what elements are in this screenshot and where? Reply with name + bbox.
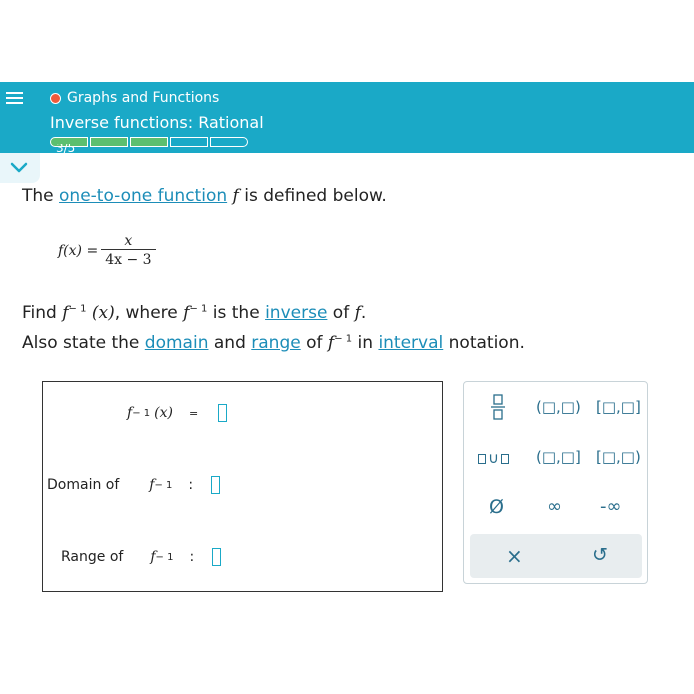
clear-key[interactable]: ×	[506, 544, 523, 568]
keypad-actions	[470, 534, 642, 578]
f-symbol: f	[62, 303, 69, 323]
also-text: Also state the	[22, 333, 145, 353]
lesson-title: Inverse functions: Rational	[50, 113, 264, 132]
inverse-sup: − 1	[189, 303, 208, 315]
undo-key[interactable]: ↺	[592, 544, 608, 566]
collapse-button[interactable]	[0, 153, 40, 183]
find-is: is the	[212, 303, 266, 323]
header-bar	[0, 82, 694, 153]
negative-infinity-key[interactable]: -∞	[600, 496, 622, 517]
f-symbol: f	[183, 303, 190, 323]
range-input[interactable]	[212, 548, 221, 566]
one-to-one-function-link[interactable]: one-to-one function	[59, 186, 228, 206]
union-icon: ∪	[488, 449, 499, 467]
problem-intro	[22, 186, 387, 206]
range-answer-row	[61, 548, 221, 566]
progress-segment	[170, 137, 208, 147]
colon: :	[189, 549, 195, 565]
f-symbol: f	[149, 477, 155, 493]
find-text: Find	[22, 303, 63, 323]
inverse-answer-row	[127, 404, 227, 422]
find-end: .	[360, 303, 367, 323]
colon: :	[188, 477, 194, 493]
menu-button[interactable]	[0, 82, 30, 153]
interval-link[interactable]: interval	[378, 333, 444, 353]
topic-label: Graphs and Functions	[67, 90, 220, 106]
menu-icon-line	[6, 102, 23, 104]
topic-title	[50, 90, 219, 106]
topic-dot-icon	[50, 93, 61, 104]
find-arg: (x)	[91, 303, 115, 323]
intro-var: f	[232, 186, 239, 206]
inverse-sup: − 1	[155, 551, 174, 563]
inverse-sup: − 1	[132, 407, 151, 419]
also-instruction	[22, 333, 525, 353]
function-lhs: f(x) =	[58, 242, 99, 259]
inverse-link[interactable]: inverse	[265, 303, 328, 323]
f-symbol: f	[127, 405, 133, 421]
range-label: Range of	[61, 549, 124, 565]
domain-label: Domain of	[47, 477, 120, 493]
open-open-interval-key[interactable]: (□,□)	[536, 398, 581, 416]
fraction-numerator: x	[124, 233, 133, 249]
fraction-icon	[490, 394, 506, 420]
fraction-denominator: 4x − 3	[101, 249, 155, 268]
domain-link[interactable]: domain	[144, 333, 209, 353]
closed-open-interval-key[interactable]: [□,□)	[596, 448, 641, 466]
also-in: in	[357, 333, 379, 353]
square-icon	[478, 454, 486, 464]
empty-set-key[interactable]: Ø	[489, 496, 504, 518]
domain-input[interactable]	[211, 476, 220, 494]
answer-area	[42, 381, 443, 592]
function-definition	[58, 233, 156, 268]
progress-segment	[210, 137, 248, 147]
inverse-input[interactable]	[218, 404, 227, 422]
fraction	[101, 233, 155, 268]
also-and: and	[208, 333, 252, 353]
fraction-key[interactable]	[490, 394, 506, 424]
menu-icon	[6, 92, 23, 94]
also-end: notation.	[443, 333, 525, 353]
intro-end: is defined below.	[238, 186, 387, 206]
range-link[interactable]: range	[251, 333, 301, 353]
find-instruction	[22, 303, 366, 323]
inverse-sup: − 1	[154, 479, 173, 491]
inverse-sup: − 1	[334, 333, 353, 345]
find-mid: , where	[114, 303, 184, 323]
math-keypad	[463, 381, 648, 584]
open-closed-interval-key[interactable]: (□,□]	[536, 448, 581, 466]
inverse-sup: − 1	[68, 303, 87, 315]
f-symbol: f	[327, 333, 335, 353]
step-counter: 3/5	[56, 144, 76, 153]
f-symbol: f	[354, 303, 361, 323]
domain-answer-row	[47, 476, 220, 494]
f-symbol: f	[150, 549, 156, 565]
intro-text: The	[22, 186, 60, 206]
find-of: of	[327, 303, 355, 323]
progress-segment	[130, 137, 168, 147]
union-key[interactable]	[478, 449, 509, 467]
infinity-key[interactable]: ∞	[547, 496, 562, 517]
square-icon	[501, 454, 509, 464]
progress-bar	[50, 137, 250, 147]
progress-segment	[90, 137, 128, 147]
menu-icon-line	[6, 97, 23, 99]
chevron-down-icon	[9, 161, 29, 175]
equals-sign: =	[188, 406, 199, 420]
inverse-arg: (x)	[154, 405, 173, 421]
closed-closed-interval-key[interactable]: [□,□]	[596, 398, 641, 416]
also-of: of	[300, 333, 328, 353]
